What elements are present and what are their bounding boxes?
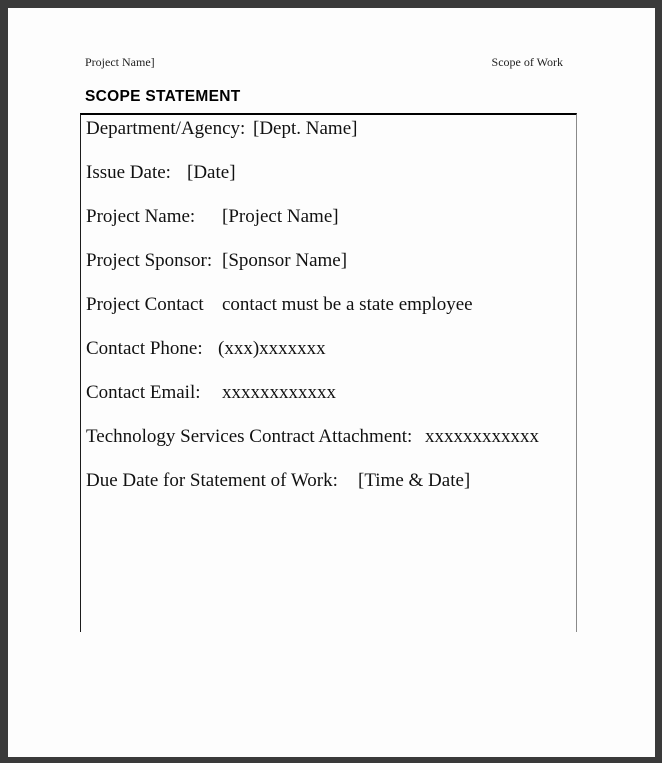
field-value: [Project Name] <box>222 206 339 227</box>
field-label: Department/Agency: <box>86 118 246 139</box>
document-page <box>8 8 655 757</box>
field-value: xxxxxxxxxxxx <box>425 426 539 447</box>
scope-fields-box <box>80 113 577 632</box>
field-row-project-contact <box>86 291 576 319</box>
field-label: Technology Services Contract Attachment: <box>86 426 413 447</box>
field-label: Project Sponsor: <box>86 250 213 271</box>
field-label: Project Name: <box>86 206 196 227</box>
field-value: xxxxxxxxxxxx <box>222 382 336 403</box>
field-row-project-sponsor <box>86 247 576 275</box>
field-row-tech-services-attachment <box>86 423 576 451</box>
field-value: [Date] <box>187 162 236 183</box>
field-label: Project Contact <box>86 294 204 315</box>
field-value: [Time & Date] <box>358 470 471 491</box>
field-label: Contact Email: <box>86 382 201 403</box>
field-value: (xxx)xxxxxxx <box>218 338 326 359</box>
field-row-contact-phone <box>86 335 576 363</box>
field-row-project-name <box>86 203 576 231</box>
running-header-project-name: Project Name] <box>85 55 155 69</box>
field-label: Contact Phone: <box>86 338 203 359</box>
field-label: Issue Date: <box>86 162 171 183</box>
running-header-scope-of-work: Scope of Work <box>491 55 563 69</box>
scope-statement-title: SCOPE STATEMENT <box>85 88 241 105</box>
field-row-department-agency <box>86 115 576 143</box>
field-label: Due Date for Statement of Work: <box>86 470 338 491</box>
field-row-issue-date <box>86 159 576 187</box>
field-value: [Dept. Name] <box>253 118 358 139</box>
field-value: contact must be a state employee <box>222 294 473 315</box>
field-row-due-date-sow <box>86 467 576 495</box>
field-row-contact-email <box>86 379 576 407</box>
field-value: [Sponsor Name] <box>222 250 348 271</box>
